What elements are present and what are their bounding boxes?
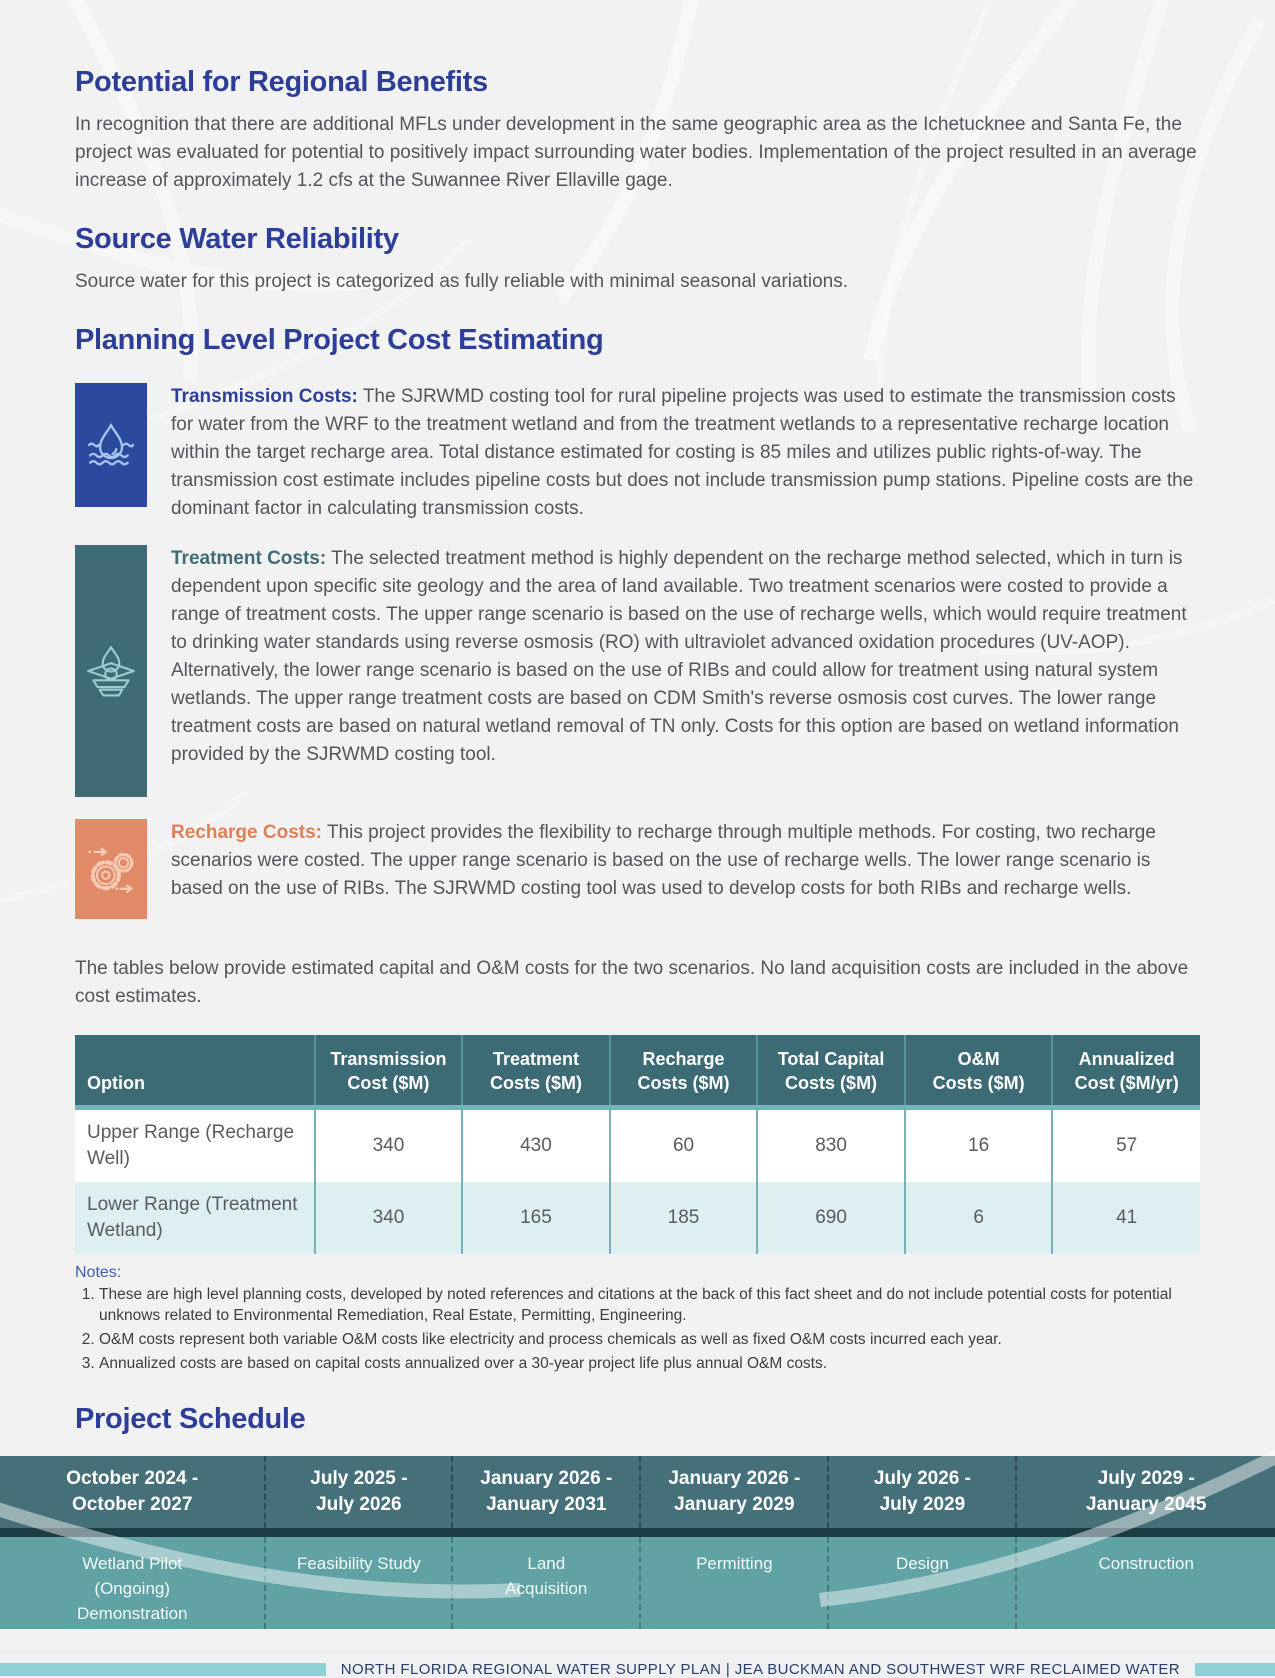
notes-label: Notes: bbox=[75, 1264, 122, 1281]
schedule-tasks-row bbox=[0, 1537, 1275, 1629]
schedule-phase-dates: January 2026 - January 2029 bbox=[641, 1456, 829, 1528]
column-header-total-capital: Total Capital Costs ($M) bbox=[757, 1035, 905, 1108]
recharge-costs-label: Recharge Costs: bbox=[171, 822, 322, 843]
schedule-phase-dates: October 2024 - October 2027 bbox=[0, 1456, 266, 1528]
value-cell: 6 bbox=[905, 1182, 1053, 1254]
schedule-dates-row bbox=[0, 1456, 1275, 1528]
page-footer bbox=[0, 1661, 1275, 1678]
table-row-upper-range bbox=[75, 1108, 1200, 1183]
schedule-divider-bar bbox=[0, 1528, 1275, 1537]
table-row-lower-range bbox=[75, 1182, 1200, 1254]
recharge-costs-block bbox=[75, 819, 1200, 919]
option-cell: Upper Range (Recharge Well) bbox=[75, 1108, 315, 1183]
treatment-costs-block bbox=[75, 545, 1200, 797]
option-cell: Lower Range (Treatment Wetland) bbox=[75, 1182, 315, 1254]
footer-left-bar bbox=[0, 1663, 326, 1676]
treatment-costs-text: The selected treatment method is highly dependent on the recharge method selected, which in turn is dependent upon specific site geology and the area of land available. Two treatment scenarios were costed to provide a range of treatment costs. The upper range scenario is based on the use of recharge wells, which would require treatment to drinking water standards using reverse osmosis (RO) with ultraviolet advanced oxidation procedures (UV-AOP). Alternatively, the lower range scenario is based on the use of RIBs and could allow for treatment using natural system wetlands. The upper range treatment costs are based on CDM Smith's reverse osmosis cost curves. The lower range treatment costs are based on natural wetland removal of TN only. Costs for this option are based on wetland information provided by the SJRWMD costing tool. bbox=[171, 548, 1187, 765]
source-water-paragraph: Source water for this project is categorized as fully reliable with minimal seasonal variations. bbox=[75, 271, 849, 292]
column-header-option: Option bbox=[75, 1035, 315, 1108]
gears-arrows-icon bbox=[75, 819, 147, 919]
transmission-costs-label: Transmission Costs: bbox=[171, 386, 358, 407]
schedule-phase-dates: July 2025 - July 2026 bbox=[266, 1456, 453, 1528]
tables-intro-paragraph: The tables below provide estimated capital and O&M costs for the two scenarios. No land acquisition costs are included in the above cost estimates. bbox=[75, 958, 1189, 1007]
value-cell: 41 bbox=[1052, 1182, 1200, 1254]
transmission-costs-paragraph bbox=[171, 383, 1200, 523]
value-cell: 340 bbox=[315, 1182, 463, 1254]
treatment-costs-label: Treatment Costs: bbox=[171, 548, 327, 569]
recharge-costs-paragraph bbox=[171, 819, 1200, 919]
schedule-phase-task: Construction bbox=[1098, 1554, 1194, 1573]
regional-benefits-paragraph: In recognition that there are additional MFLs under development in the same geographic area as the Ichetucknee and Santa Fe, the project was evaluated for potential to positively impact surrounding water bodies. Implementation of the project resulted in an average increase of approximately 1.2 cfs at the Suwannee River Ellaville gage. bbox=[75, 114, 1197, 191]
value-cell: 57 bbox=[1052, 1108, 1200, 1183]
value-cell: 165 bbox=[462, 1182, 610, 1254]
schedule-phase-dates: January 2026 - January 2031 bbox=[453, 1456, 641, 1528]
section-title-regional-benefits: Potential for Regional Benefits bbox=[75, 66, 488, 98]
transmission-costs-block bbox=[75, 383, 1200, 523]
schedule-phase-task: Feasibility Study bbox=[266, 1537, 453, 1629]
schedule-phase-task: Permitting bbox=[641, 1537, 829, 1629]
schedule-phase-dates: July 2026 - July 2029 bbox=[829, 1456, 1017, 1528]
column-header-transmission: Transmission Cost ($M) bbox=[315, 1035, 463, 1108]
column-header-om: O&M Costs ($M) bbox=[905, 1035, 1053, 1108]
value-cell: 340 bbox=[315, 1108, 463, 1183]
cost-estimate-table bbox=[75, 1035, 1200, 1254]
water-drop-waves-icon bbox=[75, 383, 147, 507]
note-item: 2. O&M costs represent both variable O&M costs like electricity and process chemicals as well as fixed O&M costs incurred each year. bbox=[99, 1329, 1200, 1350]
footer-right-bar bbox=[1195, 1663, 1275, 1676]
drop-soil-layers-icon bbox=[75, 545, 147, 797]
value-cell: 430 bbox=[462, 1108, 610, 1183]
column-header-recharge: Recharge Costs ($M) bbox=[610, 1035, 758, 1108]
schedule-phase-dates: July 2029 - January 2045 bbox=[1086, 1468, 1207, 1515]
column-header-treatment: Treatment Costs ($M) bbox=[462, 1035, 610, 1108]
value-cell: 830 bbox=[757, 1108, 905, 1183]
section-title-cost-estimating: Planning Level Project Cost Estimating bbox=[75, 324, 604, 356]
recharge-costs-text: This project provides the flexibility to recharge through multiple methods. For costing, two recharge scenarios were costed. The upper range scenario is based on the use of recharge wells. The lower range scenario is based on the use of RIBs. The SJRWMD costing tool was used to develop costs for both RIBs and recharge wells. bbox=[171, 822, 1156, 899]
transmission-costs-text: The SJRWMD costing tool for rural pipeline projects was used to estimate the transmission costs for water from the WRF to the treatment wetland and from the treatment wetlands to a representative recharge location within the target recharge area. Total distance estimated for costing is 85 miles and utilizes public rights-of-way. The transmission cost estimate includes pipeline costs but does not include transmission pump stations. Pipeline costs are the dominant factor in calculating transmission costs. bbox=[171, 386, 1194, 519]
schedule-phase-task: Wetland Pilot (Ongoing) Demonstration bbox=[0, 1537, 266, 1629]
value-cell: 690 bbox=[757, 1182, 905, 1254]
note-item: 3. Annualized costs are based on capital costs annualized over a 30-year project life plus annual O&M costs. bbox=[99, 1353, 1200, 1374]
note-item: 1. These are high level planning costs, developed by noted references and citations at the back of this fact sheet and do not include potential costs for potential unknows related to Environmental Remediation, Real Estate, Permitting, Engineering. bbox=[99, 1284, 1200, 1326]
schedule-phase-task: Land Acquisition bbox=[453, 1537, 641, 1629]
project-schedule-timeline bbox=[0, 1456, 1275, 1629]
footer-text: NORTH FLORIDA REGIONAL WATER SUPPLY PLAN | JEA BUCKMAN AND SOUTHWEST WRF RECLAIMED WATER bbox=[340, 1661, 1180, 1678]
section-title-project-schedule: Project Schedule bbox=[75, 1403, 306, 1435]
column-header-annualized: Annualized Cost ($M/yr) bbox=[1052, 1035, 1200, 1108]
section-title-source-water: Source Water Reliability bbox=[75, 223, 399, 255]
schedule-phase-task: Design bbox=[829, 1537, 1017, 1629]
value-cell: 185 bbox=[610, 1182, 758, 1254]
table-header-row bbox=[75, 1035, 1200, 1108]
notes-section bbox=[75, 1264, 1200, 1374]
treatment-costs-paragraph bbox=[171, 545, 1200, 797]
value-cell: 60 bbox=[610, 1108, 758, 1183]
value-cell: 16 bbox=[905, 1108, 1053, 1183]
